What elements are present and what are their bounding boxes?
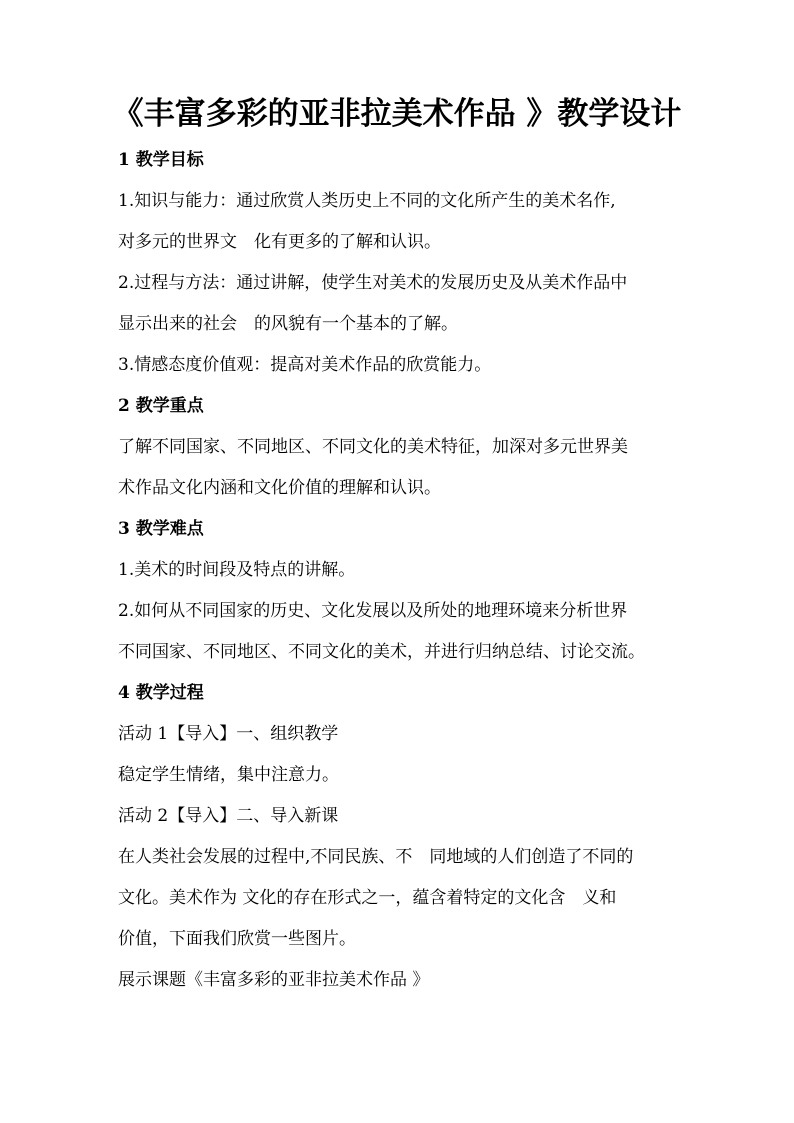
paragraph-line: 1.美术的时间段及特点的讲解。 [118,560,356,580]
paragraph-line: 2.过程与方法：通过讲解，使学生对美术的发展历史及从美术作品中 [118,273,628,293]
paragraph-line: 展示课题《丰富多彩的亚非拉美术作品 》 [118,970,430,990]
section-heading-key-points: 2 教学重点 [118,396,204,416]
paragraph-line: 不同国家、不同地区、不同文化的美术，并进行归纳总结、讨论交流。 [118,642,645,662]
paragraph-line: 2.如何从不同国家的历史、文化发展以及所处的地理环境来分析世界 [118,601,628,621]
section-heading-objectives: 1 教学目标 [118,150,204,170]
paragraph-line: 文化。美术作为 文化的存在形式之一，蕴含着特定的文化含 义和 [118,888,617,908]
paragraph-line: 了解不同国家、不同地区、不同文化的美术特征，加深对多元世界美 [118,437,628,457]
paragraph-line: 术作品文化内涵和文化价值的理解和认识。 [118,478,441,498]
document-title: 《丰富多彩的亚非拉美术作品 》教学设计 [112,96,682,132]
paragraph-line: 稳定学生情绪，集中注意力。 [118,765,339,785]
section-heading-process: 4 教学过程 [118,683,204,703]
paragraph-line: 价值，下面我们欣赏一些图片。 [118,929,356,949]
activity-heading: 活动 2【导入】二、导入新课 [118,806,339,826]
paragraph-line: 显示出来的社会 的风貌有一个基本的了解。 [118,314,458,334]
paragraph-line: 3.情感态度价值观：提高对美术作品的欣赏能力。 [118,355,492,375]
paragraph-line: 对多元的世界文 化有更多的了解和认识。 [118,232,441,252]
section-heading-difficulties: 3 教学难点 [118,519,204,539]
paragraph-line: 1.知识与能力：通过欣赏人类历史上不同的文化所产生的美术名作, [118,191,616,211]
paragraph-line: 在人类社会发展的过程中,不同民族、不 同地域的人们创造了不同的 [118,847,634,867]
activity-heading: 活动 1【导入】一、组织教学 [118,724,339,744]
